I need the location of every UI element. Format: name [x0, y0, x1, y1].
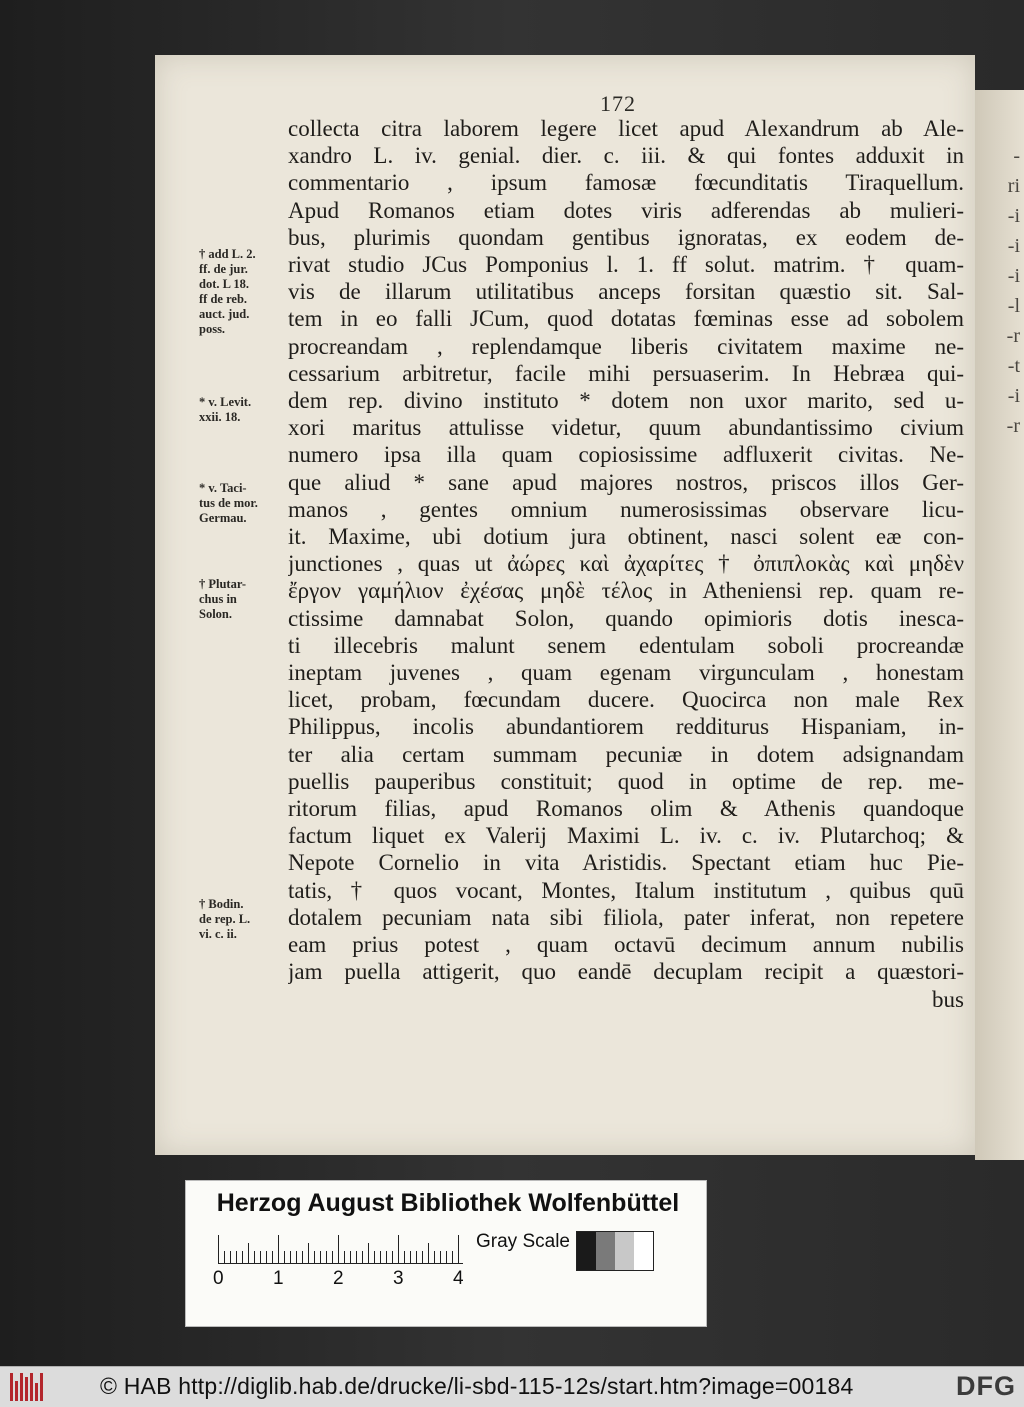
text-line: vis de illarum utilitatibus anceps forsitan quæstio sit. Sal-	[288, 279, 964, 305]
edge-glyph: -	[1013, 145, 1020, 167]
text-line: ἔργον γαμήλιον ἐχέσας μηδὲ τέλος in Atheniensi rep. quam re-	[288, 578, 964, 604]
dfg-logo: DFG	[956, 1371, 1016, 1401]
ruler-number: 2	[333, 1268, 344, 1289]
edge-glyph: -i	[1007, 265, 1020, 287]
library-color-card	[185, 1180, 707, 1327]
footer-bar	[0, 1366, 1024, 1407]
scale-ruler	[213, 1236, 468, 1296]
edge-glyph: -r	[1006, 415, 1020, 437]
text-line: que aliud * sane apud majores nostros, priscos illos Ger-	[288, 469, 964, 495]
text-line: bus	[932, 986, 964, 1012]
text-line: numero ipsa illa quam copiosissime adfluxerit civitas. Ne-	[288, 442, 964, 468]
text-line: factum liquet ex Valerij Maximi L. iv. c. iv. Plutarchoq; &	[288, 823, 964, 849]
page-number: 172	[600, 91, 636, 116]
text-line: procreandam , replendamque liberis civitatem maxime ne-	[288, 333, 964, 359]
gray-swatch	[615, 1232, 634, 1270]
edge-glyph: -l	[1007, 295, 1020, 317]
gray-scale-label: Gray Scale	[476, 1231, 570, 1252]
gray-swatch	[634, 1232, 653, 1270]
edge-glyph: ri	[1007, 175, 1020, 197]
text-line: ineptam juvenes , quam egenam virgunculam , honestam	[288, 660, 964, 686]
body-text	[288, 115, 964, 1013]
text-line: dotalem pecuniam nata sibi filiola, pater inferat, non repetere	[288, 904, 964, 930]
text-line: manos , gentes omnium numerosissimas observare licu-	[288, 496, 964, 522]
book-page	[155, 55, 975, 1155]
text-line: junctiones , quas ut ἀώρες καὶ ἀχαρίτες † ὀπιπλοκὰς καὶ μηδὲν	[288, 551, 964, 577]
edge-glyph: -t	[1007, 355, 1020, 377]
text-line: xandro L. iv. genial. dier. c. iii. & qui fontes adduxit in	[288, 143, 964, 169]
marginal-note: * v. Levit. xxii. 18.	[199, 395, 252, 424]
library-name: Herzog August Bibliothek Wolfenbüttel	[216, 1189, 680, 1217]
text-line: collecta citra laborem legere licet apud Alexandrum ab Ale-	[288, 116, 964, 141]
text-line: tatis, † quos vocant, Montes, Italum institutum , quibus quū	[288, 877, 964, 903]
text-line: it. Maxime, ubi dotium jura obtinent, nasci solent eæ con-	[288, 524, 964, 550]
text-line: Apud Romanos etiam dotes viris adferendas ab mulieri-	[288, 197, 964, 223]
text-line: tem in eo falli JCum, quod dotatas fœminas esse ad sobolem	[288, 306, 964, 332]
edge-glyph: -i	[1007, 235, 1020, 257]
text-line: licet, probam, fœcundam ducere. Quocirca non male Rex	[288, 687, 964, 713]
gray-swatch	[596, 1232, 615, 1270]
text-line: puellis pauperibus constituit; quod in optime de rep. me-	[288, 768, 964, 794]
ruler-number: 4	[453, 1268, 464, 1289]
marginal-note: † Bodin. de rep. L. vi. c. ii.	[199, 897, 251, 941]
copyright-url[interactable]: © HAB http://diglib.hab.de/drucke/li-sbd-115-12s/start.htm?image=00184	[100, 1373, 854, 1399]
edge-glyph: -i	[1007, 385, 1020, 407]
marginal-note: * v. Taci- tus de mor. Germau.	[199, 481, 258, 525]
ruler-number: 0	[213, 1268, 224, 1289]
text-line: ctissime damnabat Solon, quando opimioris dotis inesca-	[288, 605, 964, 631]
gray-scale-swatches	[576, 1231, 654, 1271]
ruler-number: 1	[273, 1268, 284, 1289]
text-line: ter alia certam summam pecuniæ in dotem adsignandam	[288, 741, 964, 767]
next-page-edge	[975, 90, 1024, 1160]
text-line: Philippus, incolis abundantiorem redditurus Hispaniam, in-	[288, 714, 964, 740]
text-line: xori maritus attulisse videtur, quum abundantissimo civium	[288, 415, 964, 441]
ruler-number: 3	[393, 1268, 404, 1289]
edge-glyph: -r	[1006, 325, 1020, 347]
text-line: jam puella attigerit, quo eandē decuplam recipit a quæstori-	[288, 959, 964, 985]
edge-glyph: -i	[1007, 205, 1020, 227]
text-line: eam prius potest , quam octavū decimum annum nubilis	[288, 932, 964, 958]
text-line: rivat studio JCus Pomponius l. 1. ff solut. matrim. † quam-	[288, 252, 964, 278]
text-line: cessarium arbitretur, facile mihi persuaserim. In Hebræa qui-	[288, 360, 964, 386]
marginal-note: † add L. 2. ff. de jur. dot. L 18. ff de reb. auct. jud. poss.	[199, 247, 256, 336]
text-line: bus, plurimis quondam gentibus ignoratas, ex eodem de-	[288, 224, 964, 250]
text-line: Nepote Cornelio in vita Aristidis. Spectant etiam huc Pie-	[288, 850, 964, 876]
hab-logo-icon	[10, 1373, 50, 1401]
marginal-note: † Plutar- chus in Solon.	[199, 577, 247, 621]
text-line: ti illecebris malunt senem edentulam soboli procreandæ	[288, 632, 964, 658]
text-line: commentario , ipsum famosæ fœcunditatis Tiraquellum.	[288, 170, 964, 196]
text-line: dem rep. divino instituto * dotem non uxor marito, sed u-	[288, 388, 964, 414]
text-line: ritorum filias, apud Romanos olim & Athenis quandoque	[288, 796, 964, 822]
gray-swatch	[577, 1232, 596, 1270]
